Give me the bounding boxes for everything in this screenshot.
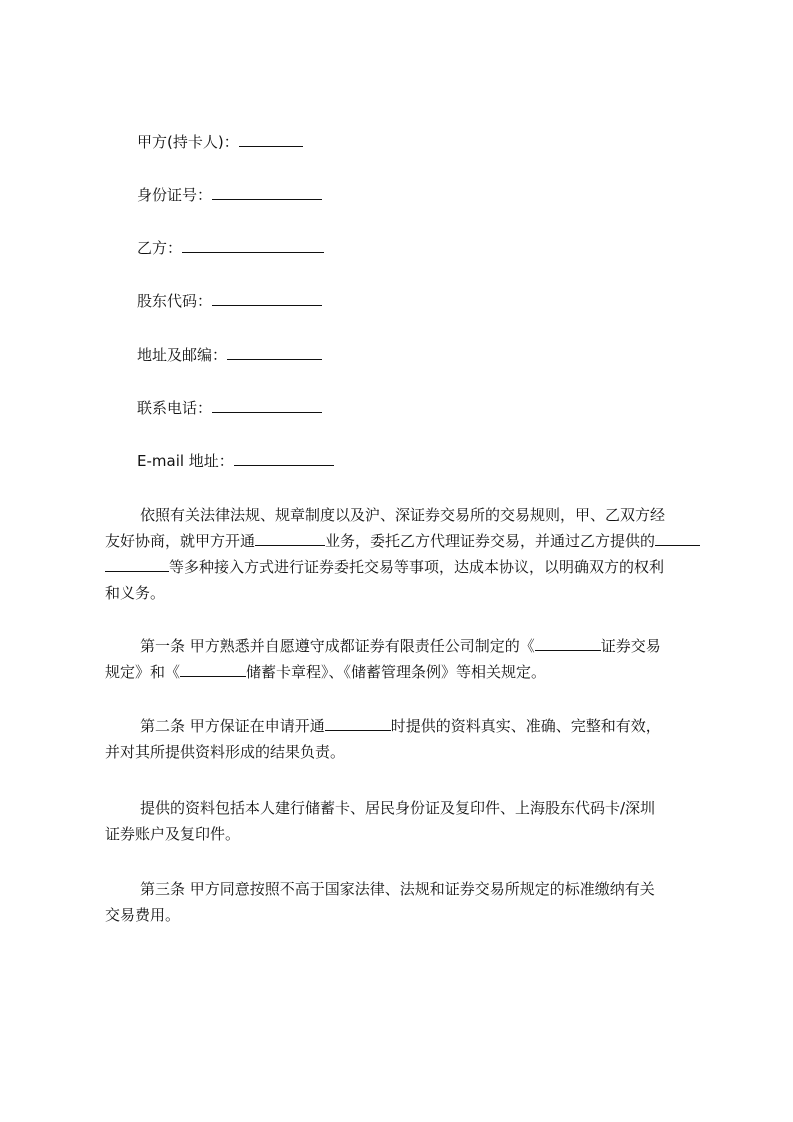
article-2-blank-service[interactable] — [325, 716, 391, 731]
article-3-line: 交易费用。 — [105, 906, 181, 924]
preamble-line: 友好协商，就甲方开通 业务，委托乙方代理证券交易，并通过乙方提供的 — [105, 528, 700, 554]
materials-line: 提供的资料包括本人建行储蓄卡、居民身份证及复印件、上海股东代码卡/深圳 — [140, 799, 656, 817]
field-email — [137, 451, 334, 471]
field-email-blank[interactable] — [234, 451, 334, 466]
field-id-number-blank[interactable] — [212, 185, 322, 200]
preamble-line: 依照有关法律法规、规章制度以及沪、深证券交易所的交易规则，甲、乙双方经 — [140, 506, 666, 524]
article-3-line: 第三条 甲方同意按照不高于国家法律、法规和证券交易所规定的标准缴纳有关 — [140, 880, 655, 898]
field-party-b-label: 乙方： — [137, 239, 183, 257]
article-1-blank-card[interactable] — [180, 662, 246, 677]
article-1-line: 规定》和《 储蓄卡章程》、《储蓄管理条例》等相关规定。 — [105, 663, 547, 681]
field-shareholder-code-label: 股东代码： — [137, 292, 213, 310]
field-id-number-label: 身份证号： — [137, 186, 213, 204]
article-2 — [105, 713, 700, 765]
article-2-line: 第二条 甲方保证在申请开通 时提供的资料真实、准确、完整和有效， — [140, 717, 661, 735]
field-party-a-label: 甲方(持卡人)： — [137, 133, 239, 151]
field-address-postcode — [137, 345, 322, 365]
article-1 — [105, 633, 700, 685]
field-party-b-blank[interactable] — [182, 238, 324, 253]
field-phone-blank[interactable] — [212, 398, 322, 413]
article-2-line: 并对其所提供资料形成的结果负责。 — [105, 743, 346, 761]
field-email-label: E-mail 地址： — [137, 452, 234, 470]
preamble-blank-business[interactable] — [255, 531, 325, 546]
field-address-postcode-label: 地址及邮编： — [137, 346, 228, 364]
field-shareholder-code — [137, 291, 322, 311]
article-3 — [105, 876, 700, 928]
preamble-line: 等多种接入方式进行证券委托交易等事项，达成本协议，以明确双方的权利 — [105, 554, 700, 580]
preamble-line: 和义务。 — [105, 584, 166, 602]
preamble-paragraph — [105, 502, 700, 606]
field-address-postcode-blank[interactable] — [227, 345, 322, 360]
field-id-number — [137, 185, 322, 205]
article-1-line: 第一条 甲方熟悉并自愿遵守成都证券有限责任公司制定的《 证券交易 — [140, 637, 661, 655]
field-party-b — [137, 238, 324, 258]
materials-line: 证券账户及复印件。 — [105, 825, 241, 843]
field-phone-label: 联系电话： — [137, 399, 213, 417]
field-shareholder-code-blank[interactable] — [212, 291, 322, 306]
article-1-blank-rules[interactable] — [535, 636, 601, 651]
preamble-blank-channel[interactable] — [655, 531, 700, 546]
preamble-blank-channel-cont[interactable] — [105, 557, 169, 572]
field-party-a — [137, 132, 303, 152]
materials-paragraph — [105, 795, 700, 847]
field-party-a-blank[interactable] — [239, 132, 303, 147]
field-phone — [137, 398, 322, 418]
